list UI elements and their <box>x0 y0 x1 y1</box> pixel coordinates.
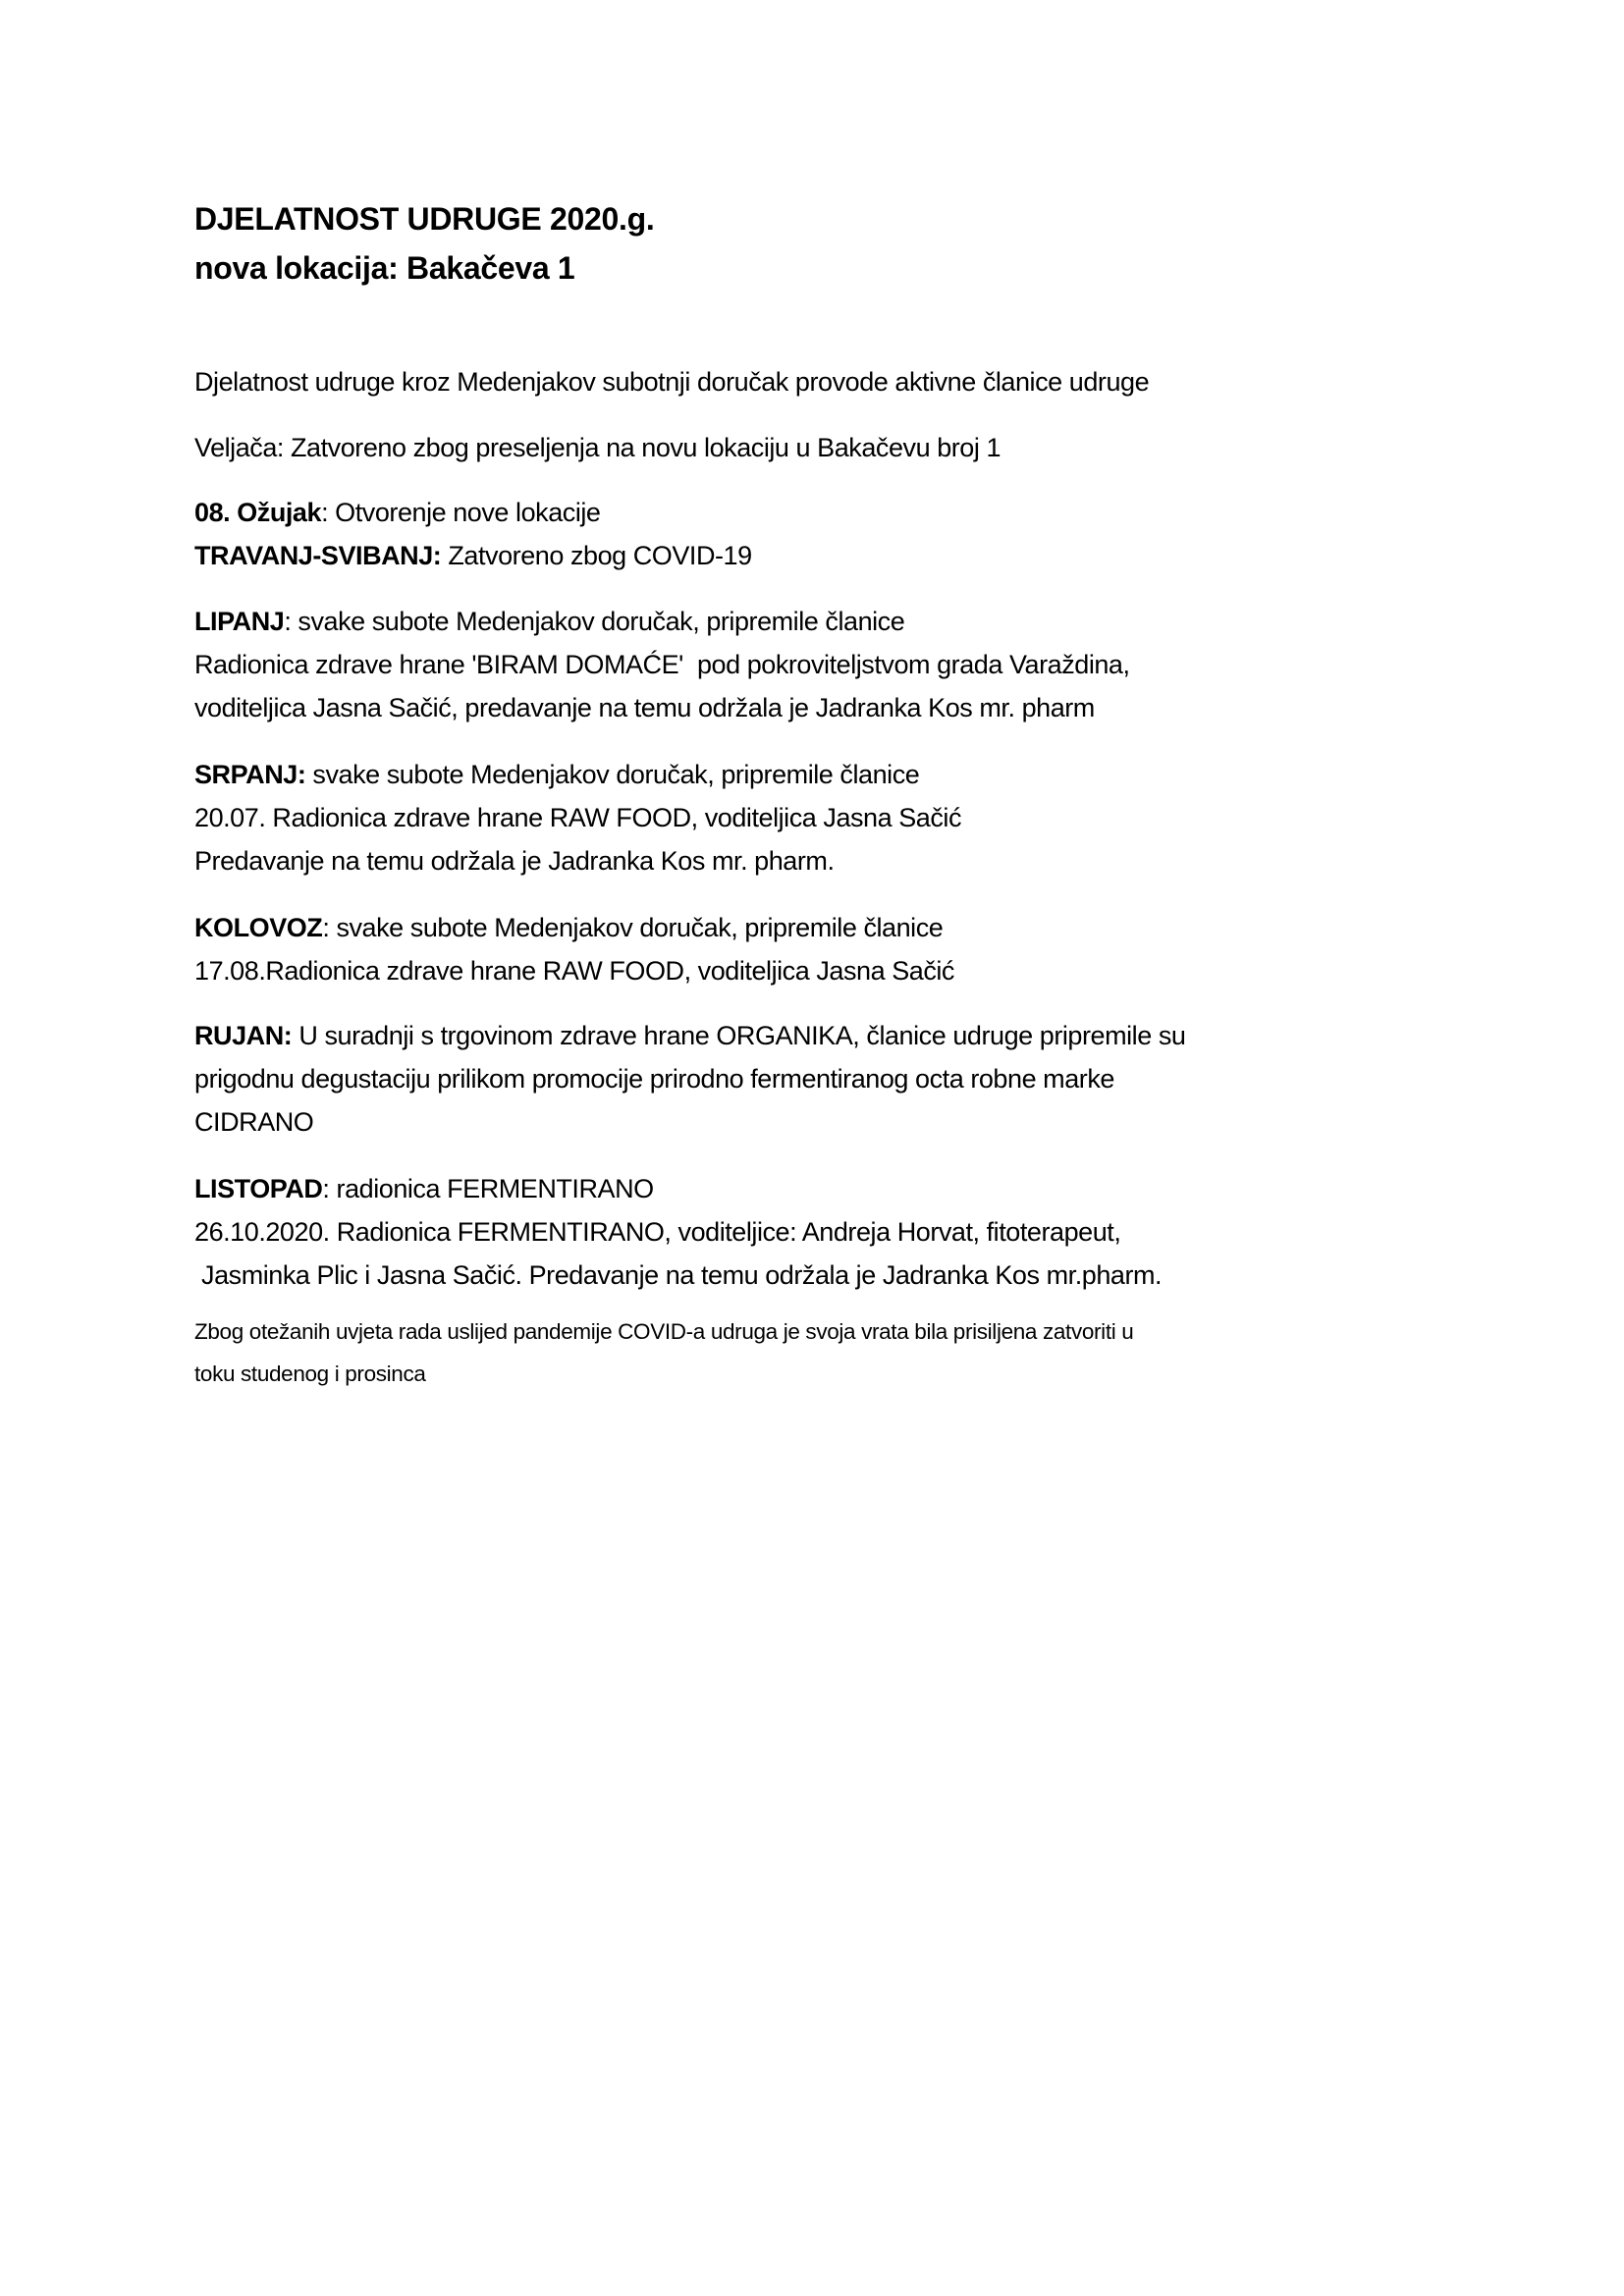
august-label: KOLOVOZ <box>194 913 323 942</box>
april-may-text: Zatvoreno zbog COVID-19 <box>441 541 752 570</box>
october-detail-line: Jasminka Plic i Jasna Sačić. Predavanje na temu održala je Jadranka Kos mr.pharm. <box>194 1260 1163 1290</box>
april-may-line <box>194 539 752 572</box>
september-detail-line: CIDRANO <box>194 1107 314 1137</box>
closing-line: toku studenog i prosinca <box>194 1362 426 1386</box>
document-subtitle: nova lokacija: Bakačeva 1 <box>194 250 575 286</box>
october-line <box>194 1172 654 1205</box>
october-label: LISTOPAD <box>194 1174 323 1203</box>
june-line <box>194 605 904 638</box>
september-label: RUJAN: <box>194 1021 293 1050</box>
march-line <box>194 496 600 529</box>
february-paragraph: Veljača: Zatvoreno zbog preseljenja na novu lokaciju u Bakačevu broj 1 <box>194 433 1001 462</box>
june-detail-line: Radionica zdrave hrane 'BIRAM DOMAĆE' pod pokroviteljstvom grada Varaždina, <box>194 650 1130 679</box>
intro-paragraph: Djelatnost udruge kroz Medenjakov subotnji doručak provode aktivne članice udruge <box>194 367 1150 397</box>
closing-line: Zbog otežanih uvjeta rada uslijed pandemije COVID-a udruga je svoja vrata bila prisiljena zatvoriti u <box>194 1319 1134 1344</box>
july-detail-line: 20.07. Radionica zdrave hrane RAW FOOD, voditeljica Jasna Sačić <box>194 803 962 832</box>
april-may-label: TRAVANJ-SVIBANJ: <box>194 541 442 570</box>
july-line <box>194 758 919 791</box>
september-detail-line: prigodnu degustaciju prilikom promocije prirodno fermentiranog octa robne marke <box>194 1064 1114 1094</box>
october-detail-line: 26.10.2020. Radionica FERMENTIRANO, voditeljice: Andreja Horvat, fitoterapeut, <box>194 1217 1121 1247</box>
june-text: : svake subote Medenjakov doručak, pripremile članice <box>284 607 905 636</box>
march-label: 08. Ožujak <box>194 498 322 527</box>
july-label: SRPANJ: <box>194 760 306 789</box>
august-detail-line: 17.08.Radionica zdrave hrane RAW FOOD, voditeljica Jasna Sačić <box>194 956 954 986</box>
document-title: DJELATNOST UDRUGE 2020.g. <box>194 201 655 237</box>
june-label: LIPANJ <box>194 607 285 636</box>
july-detail-line: Predavanje na temu održala je Jadranka Kos mr. pharm. <box>194 846 835 876</box>
september-text: U suradnji s trgovinom zdrave hrane ORGANIKA, članice udruge pripremile su <box>292 1021 1186 1050</box>
march-text: : Otvorenje nove lokacije <box>321 498 601 527</box>
august-text: : svake subote Medenjakov doručak, pripremile članice <box>322 913 944 942</box>
september-line <box>194 1019 1185 1052</box>
june-detail-line: voditeljica Jasna Sačić, predavanje na temu održala je Jadranka Kos mr. pharm <box>194 693 1095 722</box>
july-text: svake subote Medenjakov doručak, pripremile članice <box>305 760 920 789</box>
october-text: : radionica FERMENTIRANO <box>322 1174 654 1203</box>
august-line <box>194 911 943 944</box>
